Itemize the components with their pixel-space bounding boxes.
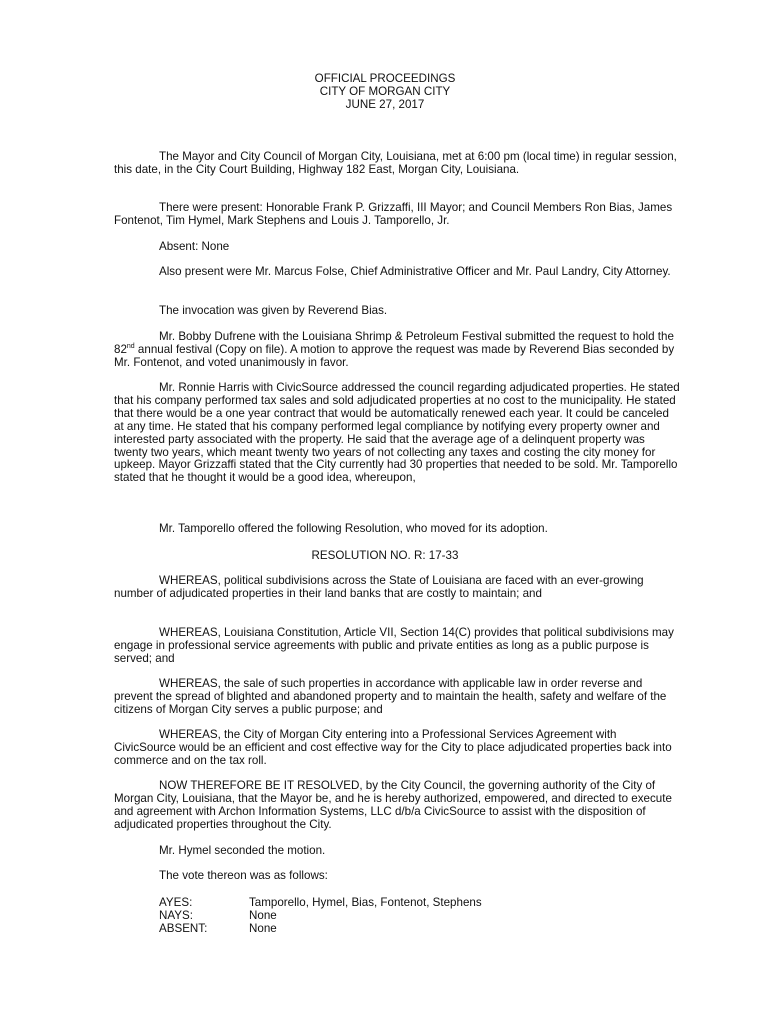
header-title: OFFICIAL PROCEEDINGS [314, 72, 456, 85]
vote-absent-label: ABSENT: [159, 922, 208, 935]
header-date: JUNE 27, 2017 [345, 98, 425, 111]
vote-absent-value: None [249, 922, 277, 935]
paragraph-vote-intro: The vote thereon was as follows: [159, 869, 328, 882]
paragraph-whereas-4: WHEREAS, the City of Morgan City entering into a Professional Services Agreement with CivicSource would be an efficient and cost effective way for the City to place adjudicated properties back into commerce and on the tax roll. [114, 728, 672, 767]
paragraph-seconded: Mr. Hymel seconded the motion. [159, 844, 326, 857]
paragraph-meeting-opening: The Mayor and City Council of Morgan City, Louisiana, met at 6:00 pm (local time) in regular session, this date, in the City Court Building, Highway 182 East, Morgan City, Louisiana. [114, 150, 677, 176]
festival-ordinal-suffix: nd [126, 343, 135, 351]
paragraph-festival-request [114, 331, 680, 370]
festival-text-start: Mr. Bobby Dufrene with the Louisiana Shrimp & Petroleum Festival submitted the request to hold the 82 [114, 330, 674, 356]
vote-ayes-value: Tamporello, Hymel, Bias, Fontenot, Stephens [249, 896, 482, 909]
paragraph-absent: Absent: None [159, 240, 230, 253]
vote-nays-value: None [249, 909, 277, 922]
festival-text-end: annual festival (Copy on file). A motion to approve the request was made by Reverend Bias seconded by Mr. Fontenot, and voted unanimously in favor. [114, 342, 675, 369]
paragraph-whereas-3: WHEREAS, the sale of such properties in accordance with applicable law in order reverse and prevent the spread of blighted and abandoned property and to maintain the health, safety and welfare of the citizens of Morgan City serves a public purpose; and [114, 677, 667, 716]
paragraph-attendance: There were present: Honorable Frank P. Grizzaffi, III Mayor; and Council Members Ron Bias, James Fontenot, Tim Hymel, Mark Stephens and Louis J. Tamporello, Jr. [114, 201, 673, 227]
header-city: CITY OF MORGAN CITY [319, 85, 451, 98]
document-header [0, 72, 770, 111]
resolution-title: RESOLUTION NO. R: 17-33 [311, 549, 459, 562]
paragraph-also-present: Also present were Mr. Marcus Folse, Chief Administrative Officer and Mr. Paul Landry, City Attorney. [159, 265, 671, 278]
paragraph-resolution-offer: Mr. Tamporello offered the following Resolution, who moved for its adoption. [159, 522, 548, 535]
vote-ayes-label: AYES: [159, 896, 193, 909]
paragraph-civicsource-presentation: Mr. Ronnie Harris with CivicSource addressed the council regarding adjudicated properties. He stated that his company performed tax sales and sold adjudicated properties at no cost to the municipality. He stated that there would be a one year contract that would be automatically renewed each year. It could be canceled at any time. He stated that his company performed legal compliance by notifying every property owner and interested party associated with the property. He said that the average age of a delinquent property was twenty two years, which meant twenty two years of not collecting any taxes and costing the city money for upkeep. Mayor Grizzaffi stated that the City currently had 30 properties that needed to be sold. Mr. Tamporello stated that he thought it would be a good idea, whereupon, [114, 381, 680, 485]
paragraph-whereas-1: WHEREAS, political subdivisions across the State of Louisiana are faced with an ever-growing number of adjudicated properties in their land banks that are costly to maintain; and [114, 574, 644, 600]
paragraph-whereas-2: WHEREAS, Louisiana Constitution, Article VII, Section 14(C) provides that political subdivisions may engage in professional service agreements with public and private entities as long as a public purpose is served; and [114, 626, 674, 665]
vote-nays-label: NAYS: [159, 909, 193, 922]
paragraph-invocation: The invocation was given by Reverend Bias. [159, 304, 388, 317]
paragraph-resolved: NOW THEREFORE BE IT RESOLVED, by the City Council, the governing authority of the City of Morgan City, Louisiana, that the Mayor be, and he is hereby authorized, empowered, and directed to execute and agreement with Archon Information Systems, LLC d/b/a CivicSource to assist with the disposition of adjudicated properties throughout the City. [114, 779, 672, 831]
